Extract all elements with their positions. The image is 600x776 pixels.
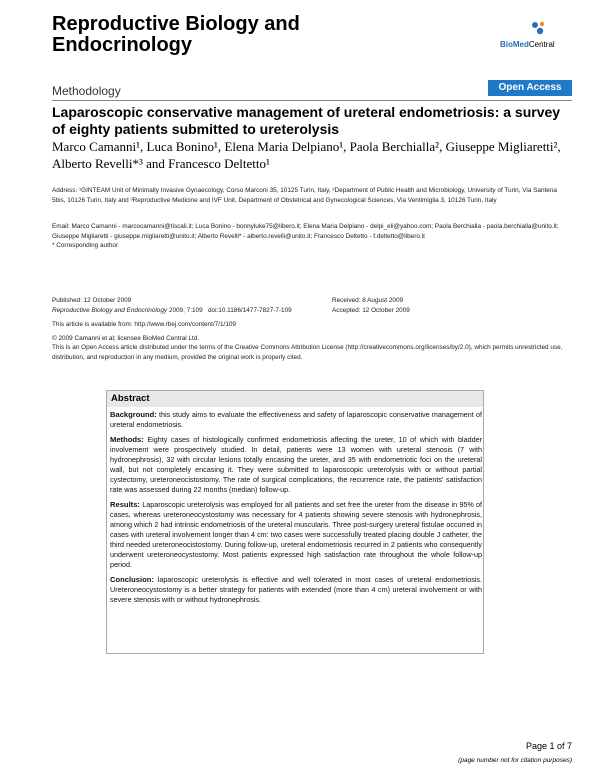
author: Marco Camanni¹, — [52, 139, 144, 154]
author: Elena Maria Delpiano¹, — [224, 139, 347, 154]
received-date: Received: 8 August 2009 — [332, 297, 404, 304]
accepted-date: Accepted: 12 October 2009 — [332, 306, 410, 314]
header-divider — [52, 100, 572, 101]
page-number: Page 1 of 7 — [525, 741, 572, 751]
journal-title: Reproductive Biology and Endocrinology — [52, 13, 300, 56]
author-emails — [52, 222, 572, 251]
published-date: Published: 12 October 2009 — [52, 297, 132, 304]
author: Alberto Revelli*³ — [52, 156, 143, 171]
abstract-methods: Methods: Eighty cases of histologically confirmed endometriosis affecting the ureter, 10 of which with bladder involvement were prospectively studied. In detail, patients were 13 women with ureteral stenosis (7 with hydronephrosis), 32 with circular lesions totally encasing the ureter, and 35 with endometriotic foci on the ureteral wall, but not completely encasing it. They were submitted to laparoscopic ureterolysis with or without partial cystectomy, ureteroneocistostomy. The rate of surgical complications, the recurrence rate, the patients' satisfaction rate was assessed during 22 months (median) follow-up. — [110, 435, 483, 494]
publisher-name: BioMedCentral — [500, 40, 555, 49]
author: Luca Bonino¹, — [146, 139, 222, 154]
biomed-logo-icon — [530, 20, 548, 36]
abstract-body — [110, 410, 482, 610]
page-number-note: (page number not for citation purposes) — [458, 757, 572, 764]
abstract-heading: Abstract — [107, 391, 483, 407]
publication-info — [52, 296, 322, 315]
email-list: Email: Marco Camanni - marcocamanni@tiscali.it; Luca Bonino - bonnyluke75@libero.it; Elena Maria Delpiano - delpi_eli@yahoo.com; Paola Berchialla - paola.berchialla@unito.it; Giuseppe Migliaretti - giuseppe.migliaretti@unito.it; Alberto Revelli* - alberto.revelli@unito.it; Francesco Deltetto - f.deltetto@libero.it — [52, 223, 559, 240]
corresponding-note: * Corresponding author — [52, 242, 119, 250]
article-title: Laparoscopic conservative management of ureteral endometriosis: a survey of eighty patients submitted to ureterolysis — [52, 104, 561, 137]
author: Giuseppe Migliaretti², — [445, 139, 561, 154]
copyright: © 2009 Camanni et al; licensee BioMed Central Ltd. — [52, 334, 200, 342]
biomed-central-logo — [500, 20, 580, 52]
section-label: Methodology — [52, 84, 121, 98]
license-block — [52, 321, 572, 362]
license-text: This is an Open Access article distributed under the terms of the Creative Commons Attribution License (http://creativecommons.org/licenses/by/2.0), which permits unrestricted use, distribution, and reproduction in any medium, provided the original work is properly cited. — [52, 344, 563, 361]
review-dates — [332, 296, 562, 315]
open-access-badge: Open Access — [488, 80, 572, 96]
author: Paola Berchialla², — [349, 139, 443, 154]
abstract-conclusion: Conclusion: laparoscopic ureterolysis is effective and well tolerated in most cases of ureteral endometriosis. Ureteroneocystostomy is a better strategy for patients with extended (more than 4 cm) ureteral involvement or with severe stenosis with or without hydronephrosis. — [110, 575, 482, 604]
author-list — [52, 138, 572, 172]
citation: Reproductive Biology and Endocrinology 2009, 7:109 doi:10.1186/1477-7827-7-109 — [52, 306, 292, 314]
author: and Francesco Deltetto¹ — [146, 156, 270, 171]
affiliations: Address: ¹GINTEAM Unit of Minimally Invasive Gynaecology, Corso Marconi 35, 10125 Turin, Italy, ²Department of Public Health and Microbiology, University of Turin, Via Santena 5bis, 10126 Turin, Italy and ³Reproductive Medicine and IVF Unit, Department of Obstetrical and Gynecological Sciences, Via Ventimiglia 3, 10126 Turin, Italy — [52, 187, 557, 204]
article-url: This article is available from: http://www.rbej.com/content/7/1/109 — [52, 321, 236, 328]
abstract-results: Results: Laparoscopic ureterolysis was employed for all patients and set free the ureter from the disease in 95% of cases, whereas ureteroneocystostomy was necessary for 4 patients showing severe stenosis with hydronephrosis, among which 2 had intrinsic endometriosis of the ureteral muscularis. Three post-surgery ureteral fistulae occurred in cases with ureteral involvement longer than 4 cm: two cases were successfully treated placing double J catheter, the third needed ureteroneocistostomy. During follow-up, ureteral endometriosis recurred in 2 patients who consequently underwent ureteroneocystostomy. Most patients expressed high satisfaction rate throughout the whole follow-up period. — [110, 500, 483, 569]
abstract-background: Background: this study aims to evaluate the effectiveness and safety of laparoscopic conservative management of ureteral endometriosis. — [110, 410, 482, 429]
